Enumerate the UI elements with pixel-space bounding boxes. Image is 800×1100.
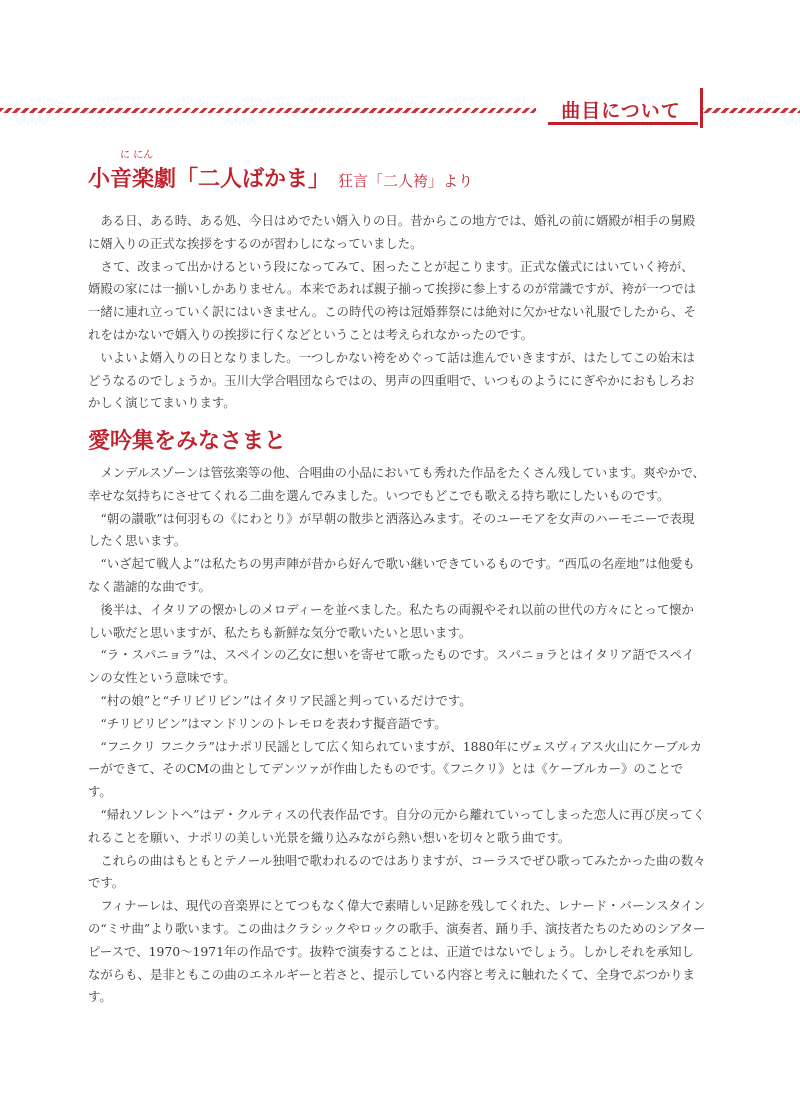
- section2-title: 愛吟集をみなさまと: [88, 428, 287, 454]
- section2-body: [88, 462, 706, 1009]
- section1-body: [88, 210, 706, 415]
- section1-title: [88, 150, 474, 193]
- section1-paragraph: さて、改まって出かけるという段になってみて、困ったことが起こります。正式な儀式にはいていく袴が、婿殿の家には一揃いしかありません。本来であれば親子揃って挨拶に参上するのが常識ですが、袴が一つでは一緒に連れ立っていく訳にはいきません。この時代の袴は冠婚葬祭には絶対に欠かせない礼服でしたから、それをはかないで婿入りの挨拶に行くなどということは考えられなかったのです。: [88, 258, 696, 342]
- section2-paragraph: “ラ・スパニョラ”は、スペインの乙女に想いを寄せて歌ったものです。スパニョラとはイタリア語でスペインの女性という意味です。: [88, 647, 695, 686]
- section1-paragraph: ある日、ある時、ある処、今日はめでたい婿入りの日。昔からこの地方では、婚礼の前に婿殿が相手の舅殿に婿入りの正式な挨拶をするのが習わしになっていました。: [88, 213, 696, 251]
- decorative-top-rule-right: [700, 108, 800, 113]
- section-label: 曲目について: [561, 100, 681, 122]
- section2-paragraph: 後半は、イタリアの懐かしのメロディーを並べました。私たちの両親やそれ以前の世代の方々にとって懐かしい歌だと思いますが、私たちも新鮮な気分で歌いたいと思います。: [88, 601, 694, 640]
- section1-title-ruby: に にん: [120, 150, 154, 161]
- section1-title-main: 小音楽劇「二人ばかま」: [88, 166, 331, 192]
- section2-paragraph: “いざ起て戦人よ”は私たちの男声陣が昔から好んで歌い継いできているものです。“西瓜の名産地”は他愛もなく諧謔的な曲です。: [88, 556, 695, 594]
- section2-paragraph: “チリビリビン”はマンドリンのトレモロを表わす擬音語です。: [100, 715, 447, 731]
- decorative-top-rule: [0, 108, 536, 113]
- section2-paragraph: メンデルスゾーンは管弦楽等の他、合唱曲の小品においても秀れた作品をたくさん残しています。爽やかで、幸せな気持ちにさせてくれる二曲を選んでみました。いつでもどこでも歌える持ち歌にしたいものです。: [88, 465, 706, 503]
- section2-paragraph: “朝の讃歌”は何羽もの《にわとり》が早朝の散歩と洒落込みます。そのユーモアを女声のハーモニーで表現したく思います。: [88, 510, 695, 549]
- section-label-underline: [548, 122, 698, 125]
- section1-title-sub: 狂言「二人袴」より: [338, 172, 474, 190]
- section1-paragraph: いよいよ婿入りの日となりました。一つしかない袴をめぐって話は進んでいきますが、はたしてこの始末はどうなるのでしょうか。玉川大学合唱団ならではの、男声の四重唱で、いつものようににぎやかにおもしろおかしく演じてまいります。: [88, 349, 695, 411]
- section1-title-main-wrap: [88, 150, 331, 193]
- section2-paragraph: “フニクリ フニクラ”はナポリ民謡として広く知られていますが、1880年にヴェスヴィアス火山にケーブルカーができて、そのCMの曲としてデンツァが作曲したものです。《フニクリ》とは《ケーブルカー》のことです。: [88, 738, 703, 800]
- decorative-vertical-bar: [700, 88, 703, 128]
- section2-paragraph: “帰れソレントへ”はデ・クルティスの代表作品です。自分の元から離れていってしまった恋人に再び戻ってくれることを願い、ナポリの美しい光景を織り込みながら熱い想いを切々と歌う曲です。: [88, 806, 706, 845]
- section2-paragraph: フィナーレは、現代の音楽界にとてつもなく偉大で素晴しい足跡を残してくれた、レナード・バーンスタインの“ミサ曲”より歌います。この曲はクラシックやロックの歌手、演奏者、踊り手、演技者たちのためのシアターピースで、1970～1971年の作品です。抜粋で演奏することは、正道ではないでしょう。しかしそれを承知しながらも、是非ともこの曲のエネルギーと若さと、提示している内容と考えに触れたくて、全身でぶつかります。: [88, 898, 706, 1005]
- section2-paragraph: これらの曲はもともとテノール独唱で歌われるのではありますが、コーラスでぜひ歌ってみたかった曲の数々です。: [88, 852, 706, 891]
- section2-paragraph: “村の娘”と“チリビリビン”はイタリア民謡と判っているだけです。: [100, 692, 472, 708]
